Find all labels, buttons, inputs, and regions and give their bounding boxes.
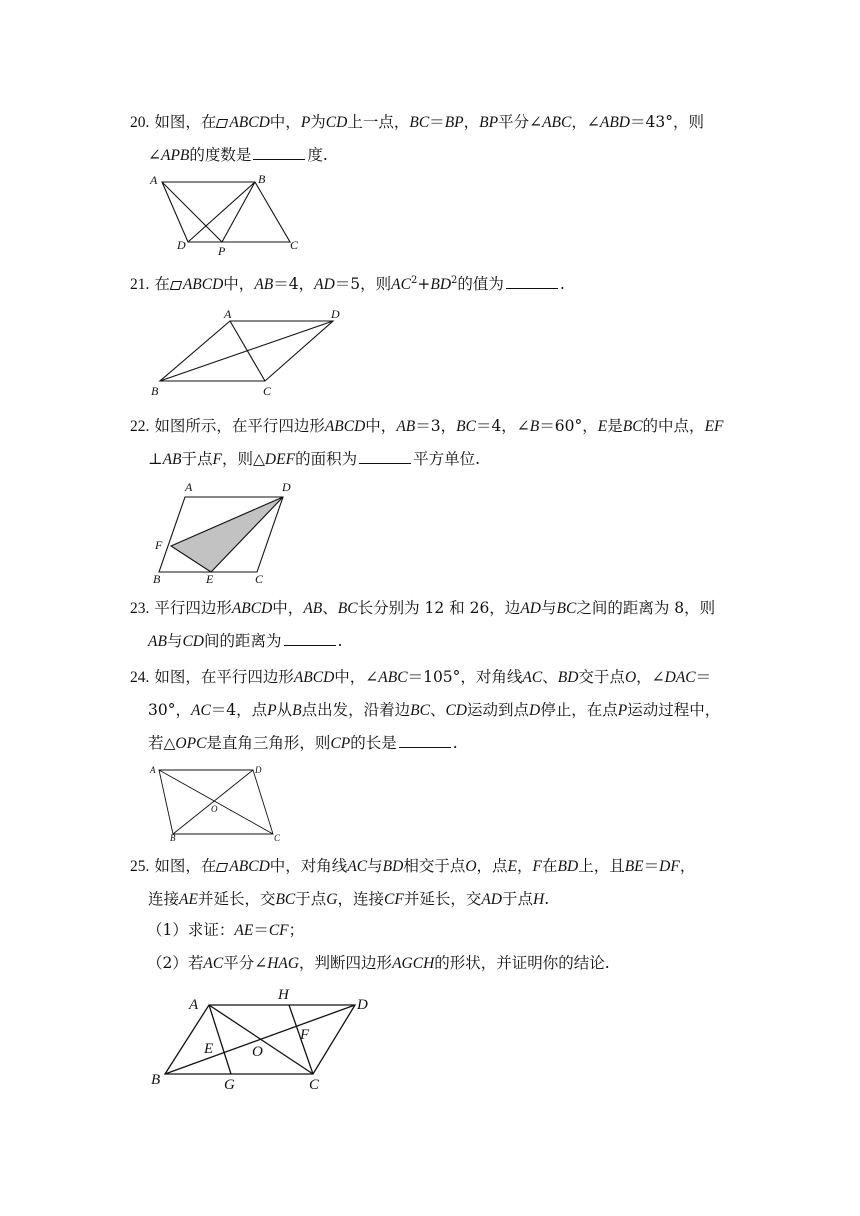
label-h: H [278, 987, 289, 1003]
figure-q22 [145, 475, 295, 587]
shaded-triangle-def [171, 497, 283, 572]
question-23-line-1: 23. 平行四边形ABCD中，AB、BC长分别为 12 和 26，边AD与BC之间的距离为 8，则 [130, 599, 716, 617]
question-23 [130, 592, 736, 658]
question-22 [130, 410, 736, 476]
label-d: D [282, 480, 291, 494]
label-b: B [151, 1072, 161, 1088]
label-c: C [274, 833, 281, 843]
answer-blank[interactable] [506, 287, 558, 289]
answer-blank[interactable] [253, 158, 305, 160]
label-a: A [189, 997, 199, 1013]
label-b: B [153, 572, 161, 586]
question-20-line-1: 20. 如图，在 ABCD中，P为CD上一点，BC＝BP，BP平分∠ABC，∠ABD＝43°，则 [130, 113, 704, 131]
question-25-parts [147, 914, 610, 980]
question-22-line-1: 22. 如图所示，在平行四边形ABCD中，AB＝3，BC＝4，∠B＝60°，E是BC的中点，EF [130, 417, 724, 435]
question-21-line-1: 21. 在 ABCD中，AB＝4，AD＝5，则$AC^2+BD^2$的值为 . [130, 275, 565, 294]
label-o: O [252, 1044, 263, 1060]
label-a: A [185, 480, 193, 494]
label-b: B [170, 833, 176, 843]
question-24-line-2: 30°，AC＝4，点P从B点出发，沿着边BC、CD运动到点D停止，在点P运动过程中， [148, 701, 721, 719]
answer-blank[interactable] [284, 644, 336, 646]
label-f: F [300, 1027, 310, 1043]
parallelogram-symbol-icon [216, 863, 228, 872]
label-p: P [218, 244, 226, 258]
question-21 [130, 265, 736, 301]
label-o: O [211, 804, 218, 814]
label-c: C [309, 1077, 320, 1093]
question-20 [130, 106, 736, 172]
question-25-line-1: 25. 如图，在 ABCD中，对角线AC与BD相交于点O，点E，F在BD上，且BE＝DF， [130, 857, 696, 875]
answer-blank[interactable] [359, 462, 411, 464]
question-22-line-2: ⊥AB于点F，则△DEF的面积为 平方单位. [148, 450, 481, 468]
label-e: E [204, 1041, 214, 1057]
label-d: D [255, 765, 262, 775]
figure-q24 [145, 758, 285, 844]
question-24-line-1: 24. 如图，在平行四边形ABCD中，∠ABC＝105°，对角线AC、BD交于点O，∠DAC＝ [130, 668, 712, 686]
label-a: A [224, 307, 232, 321]
question-25-part-1: （1）求证：AE＝CF； [147, 921, 305, 939]
figure-q20 [140, 170, 310, 258]
answer-blank[interactable] [399, 746, 451, 748]
figure-q25 [145, 985, 385, 1095]
parallelogram-symbol-icon [170, 281, 182, 290]
label-d: D [331, 307, 340, 321]
question-24-line-3: 若△OPC是直角三角形，则CP的长是 . [148, 734, 458, 752]
label-c: C [263, 384, 272, 397]
question-20-line-2: ∠APB的度数是 度. [148, 146, 328, 164]
label-b: B [258, 172, 266, 186]
label-d: D [177, 238, 186, 252]
question-25-part-2: （2）若AC平分∠HAG，判断四边形AGCH的形状，并证明你的结论. [147, 954, 610, 972]
label-a: A [150, 173, 158, 187]
question-24 [130, 661, 736, 760]
figure-q21 [145, 305, 355, 397]
label-c: C [255, 572, 264, 586]
question-25-line-2: 连接AE并延长，交BC于点G，连接CF并延长，交AD于点H. [148, 890, 550, 908]
question-25 [130, 850, 736, 916]
label-b: B [151, 384, 159, 397]
label-g: G [224, 1077, 235, 1093]
label-d: D [357, 997, 368, 1013]
question-23-line-2: AB与CD间的距离为 . [148, 632, 343, 650]
label-e: E [206, 572, 214, 586]
label-f: F [155, 538, 163, 552]
label-c: C [290, 238, 299, 252]
label-a: A [150, 765, 156, 775]
parallelogram-symbol-icon [216, 119, 228, 128]
